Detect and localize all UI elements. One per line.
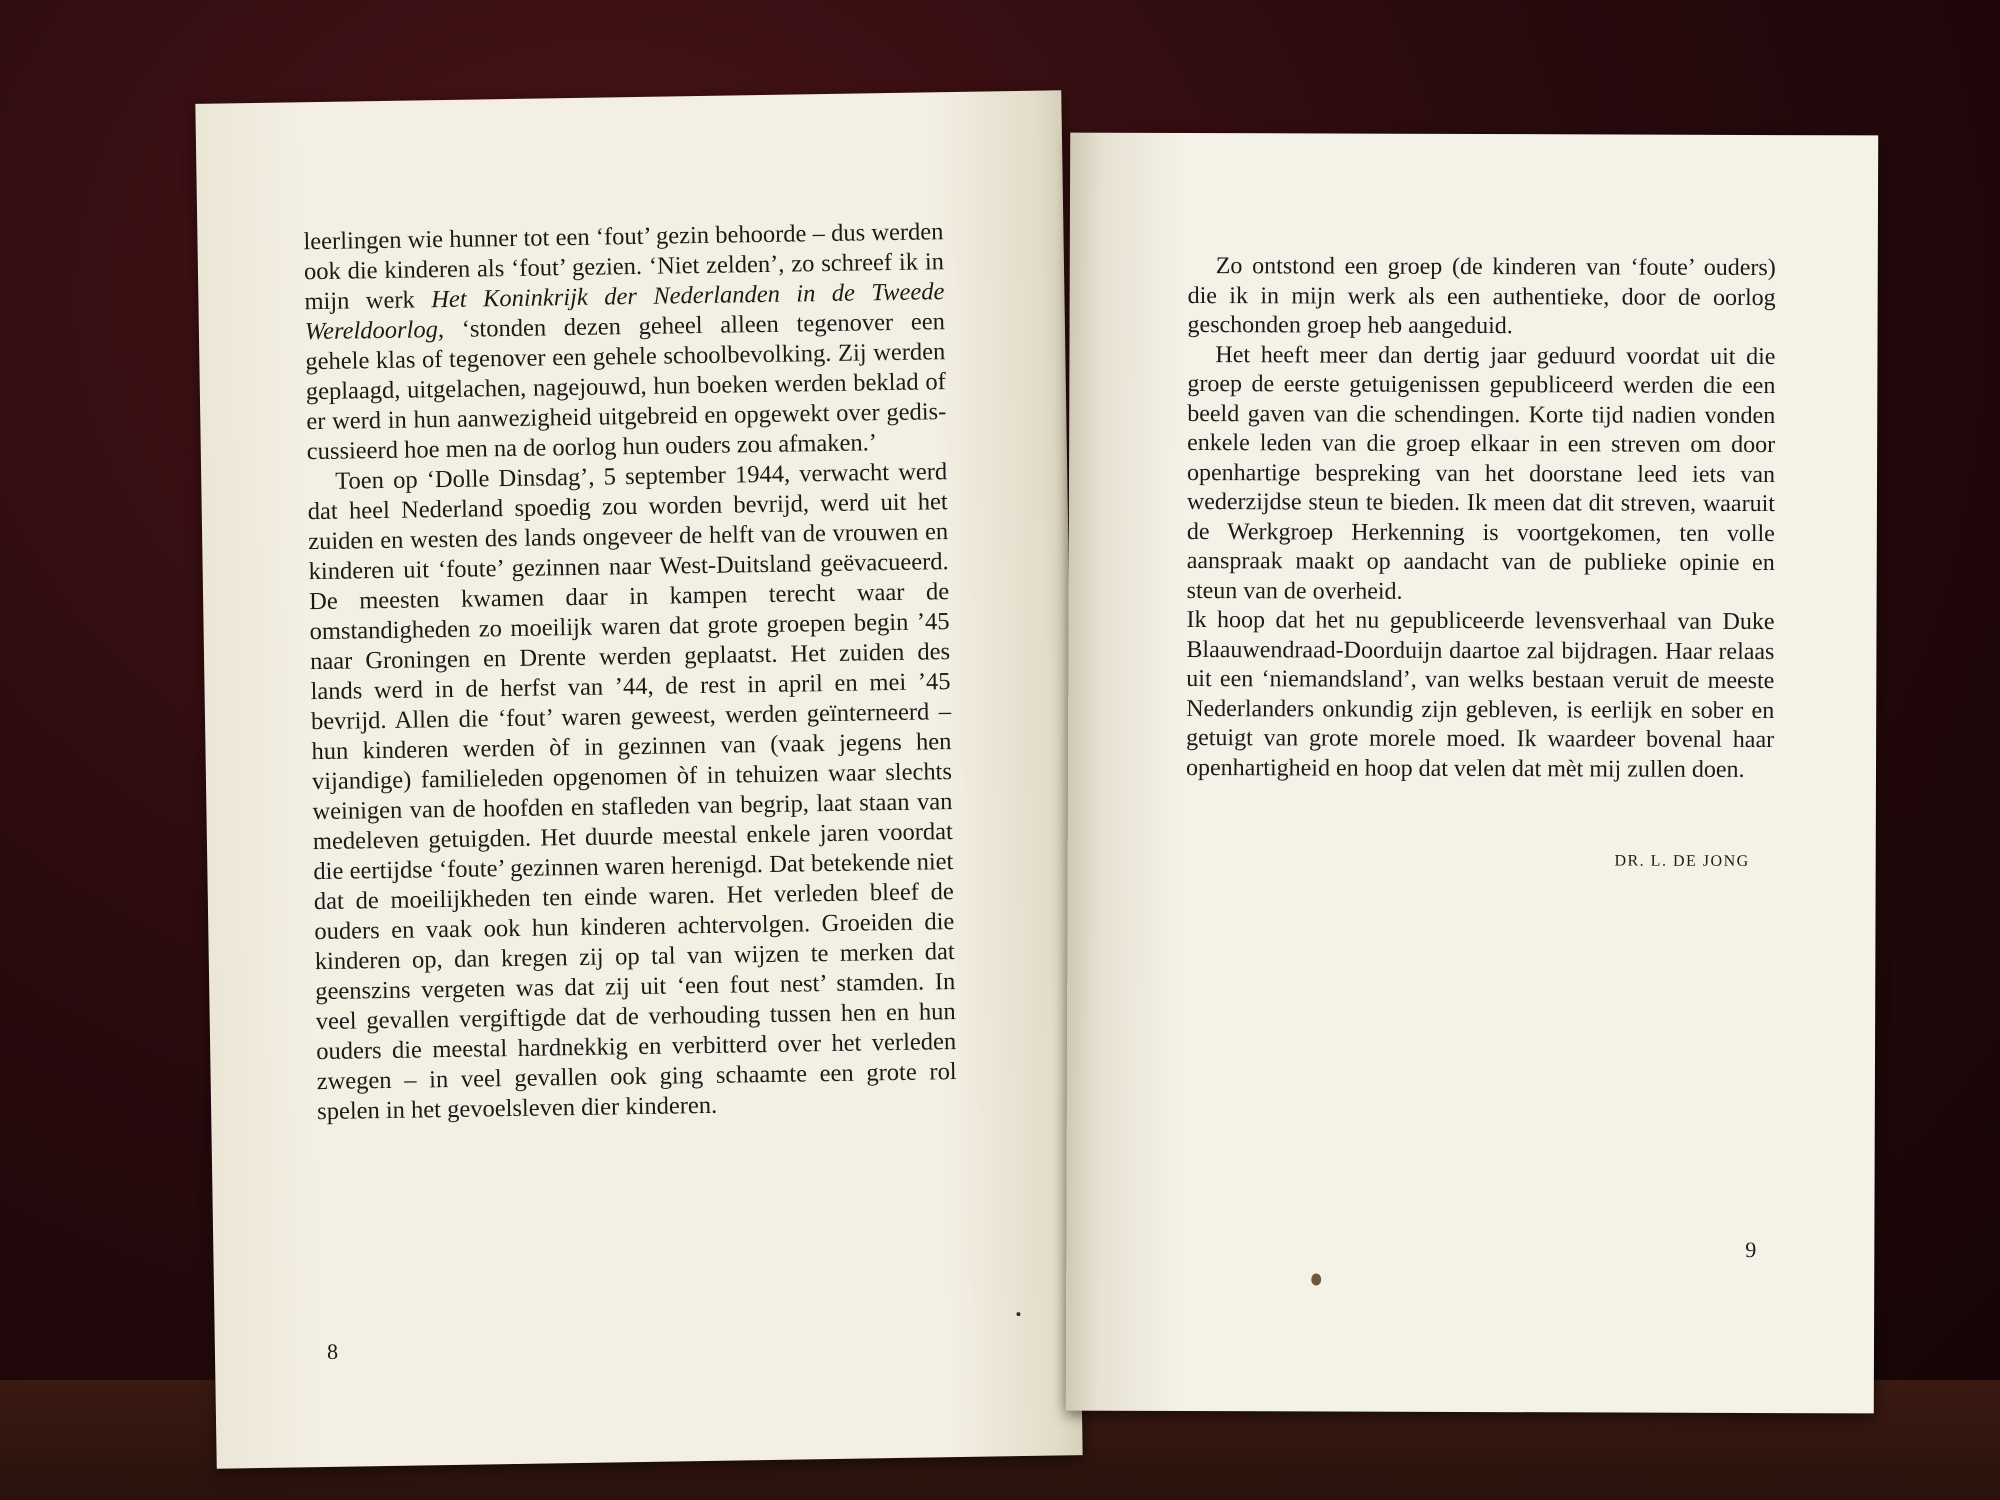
- paper-blemish: [1311, 1273, 1321, 1285]
- right-paragraph-1: Zo ontstond een groep (de kinderen van ‘foute’ ouders) die ik in mijn werk als een authentieke, door de oorlog geschonden groep heb aangeduid.: [1187, 253, 1776, 340]
- left-paragraph-1: [303, 217, 947, 467]
- left-page-body: [303, 217, 957, 1127]
- author-signature: DR. L. DE JONG: [1614, 852, 1750, 870]
- ink-speck: [1016, 1312, 1020, 1316]
- book-title-italic: Het Koninkrijk der Nederlanden in de Tweede Wereldoorlog,: [304, 278, 945, 346]
- book-page-left: [195, 90, 1082, 1468]
- page-number-right: 9: [1745, 1236, 1757, 1262]
- right-page-body: [1186, 252, 1776, 785]
- left-paragraph-1-text: leerlingen wie hunner tot een ‘fout’ gezin behoorde – dus werden ook die kinderen als ‘fout’ gezien. ‘Niet zelden’, zo schreef ik in mijn werk: [303, 218, 945, 316]
- page-number-left: 8: [326, 1338, 339, 1364]
- left-paragraph-2: Toen op ‘Dolle Dinsdag’, 5 september 1944, verwacht werd dat heel Nederland spoedig zou worden bevrijd, werd uit het zuiden en westen des lands ongeveer de helft van de vrouwen en kinderen uit ‘foute’ gezinnen naar West-Duitsland geëvacueerd. De meesten kwamen daar in kampen terecht waar de omstandigheden zo moeilijk waren dat grote groepen begin ’45 naar Groningen en Drente werden geplaatst. Het zuiden des lands werd in de herfst van ’44, de rest in april en mei ’45 bevrijd. Allen die ‘fout’ waren geweest, werden geïnterneerd – hun kinderen werden òf in gezinnen van (vaak jegens hen vijandige) familieleden opgenomen òf in tehuizen waar slechts weinigen van de hoofden en stafleden van begrip, laat staan van medeleven getuigden. Het duurde meestal enkele jaren voordat die eertijdse ‘foute’ gezinnen waren herenigd. Dat betekende niet dat de moeilijkheden ten einde waren. Het verleden bleef de ouders en vaak ook hun kinderen achtervolgen. Groeiden die kinderen op, dan kregen zij op tal van wijzen te merken dat geenszins vergeten was dat zij uit ‘een fout nest’ stamden. In veel gevallen vergiftigde dat de verhouding tussen hen en hun ouders die meestal hardnekkig en verbitterd over het verleden zwegen – in veel gevallen ook ging schaamte een grote rol spelen in het gevoelsleven dier kinderen.: [307, 458, 957, 1126]
- left-paragraph-1-text-cont: ‘stonden dezen geheel alleen tegenover een gehele klas of tegenover een gehele schoolbevolking. Zij werden geplaagd, uitgelachen, nagejouwd, hun boeken werden beklad of er werd in hun aanwezigheid uitgebreid en opgewekt over gediscussieerd hoe men na de oorlog hun ouders zou afmaken.’: [305, 308, 947, 466]
- right-paragraph-2: Het heeft meer dan dertig jaar geduurd voordat uit die groep de eerste getuigenissen gepubliceerd werden die een beeld gaven van die schendingen. Korte tijd nadien vonden enkele leden van die groep elkaar in een streven om door openhartige bespreking van het doorstane leed iets van wederzijdse steun te bieden. Ik meen dat dit streven, waaruit de Werkgroep Herkenning is voortgekomen, ten volle aanspraak maakt op aandacht van de publieke opinie en steun van de overheid.: [1186, 341, 1776, 605]
- book-page-right: [1066, 133, 1878, 1414]
- right-paragraph-3: Ik hoop dat het nu gepubliceerde levensverhaal van Duke Blaauwendraad-Doorduijn daartoe zal bijdragen. Haar relaas uit een ‘niemandsland’, van welks bestaan veruit de meeste Nederlanders onkundig zijn gebleven, is eerlijk en sober en getuigt van grote morele moed. Ik waardeer bovenal haar openhartigheid en hoop dat velen dat mèt mij zullen doen.: [1185, 607, 1775, 783]
